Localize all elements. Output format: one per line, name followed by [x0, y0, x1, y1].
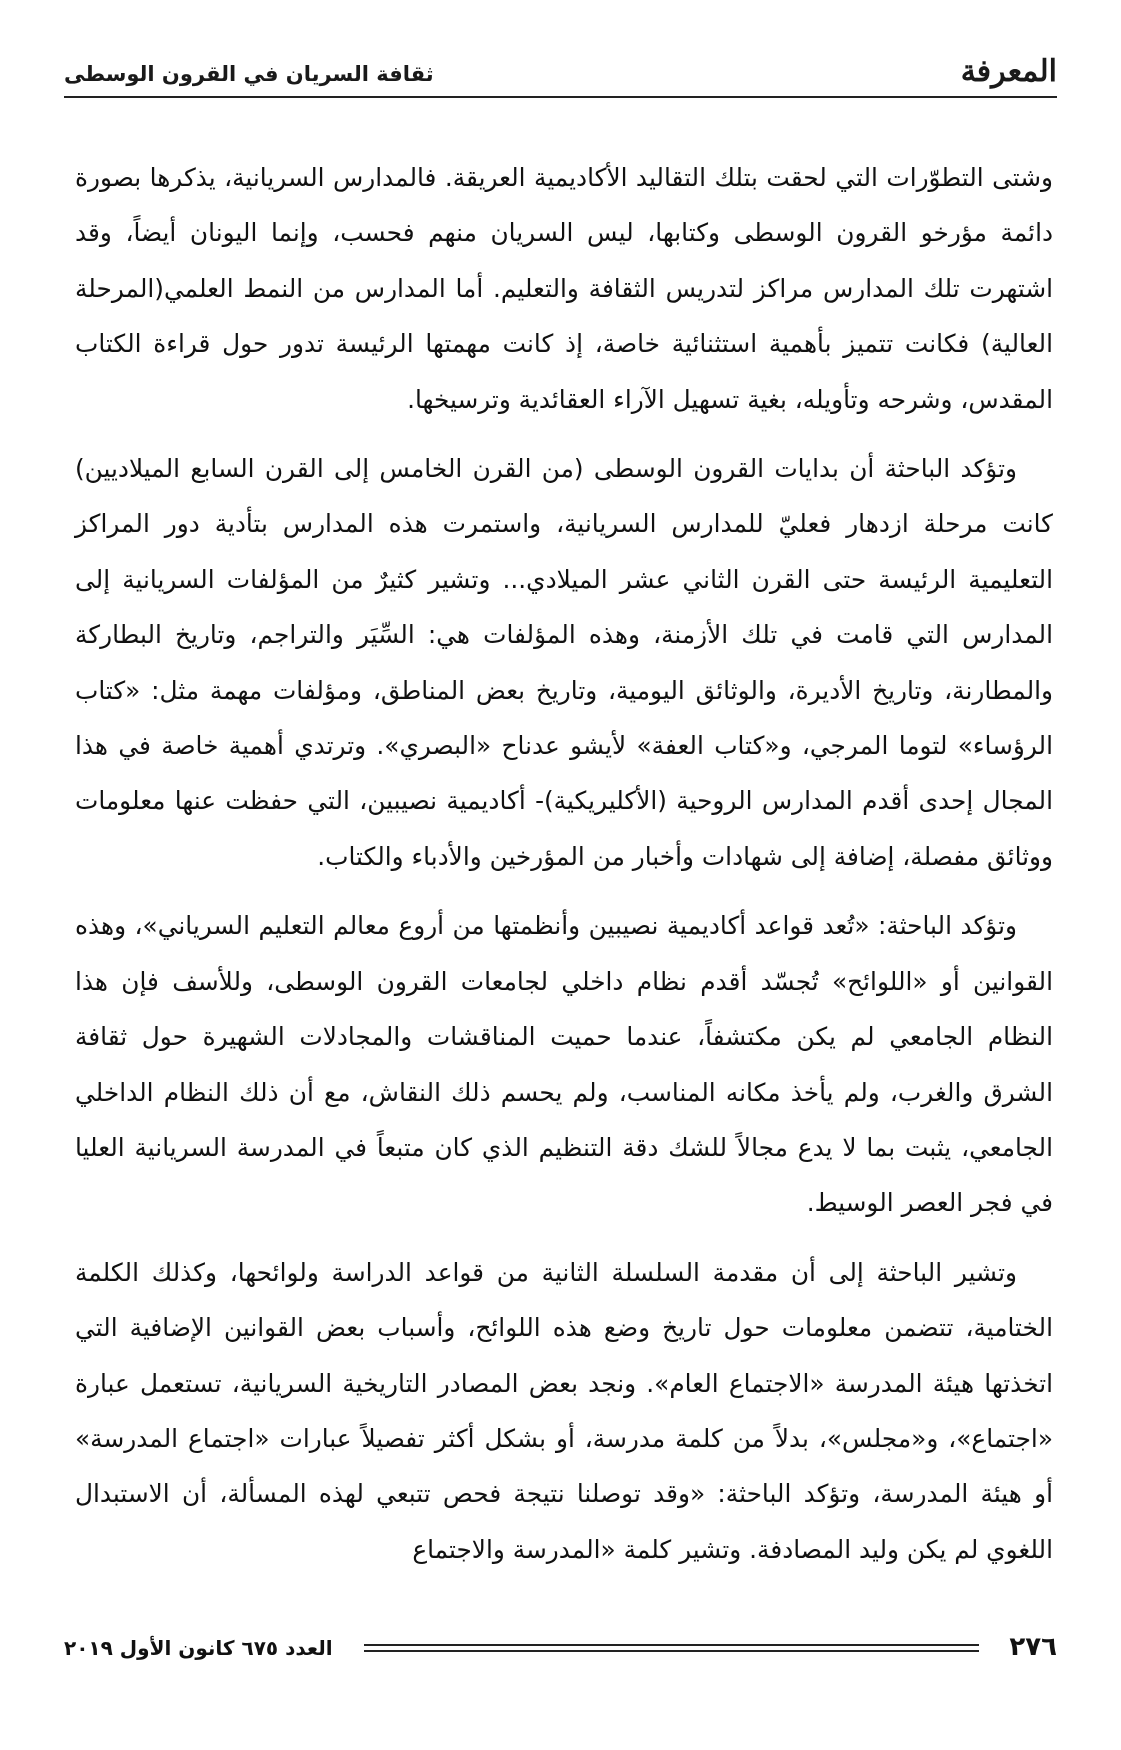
running-title: ثقافة السريان في القرون الوسطى [64, 62, 434, 86]
page-header [64, 52, 1057, 98]
article-body [75, 150, 1053, 1591]
paragraph-4: وتشير الباحثة إلى أن مقدمة السلسلة الثانية من قواعد الدراسة ولوائحها، وكذلك الكلمة الختامية، تتضمن معلومات حول تاريخ وضع هذه اللوائح، وأسباب بعض القوانين الإضافية التي اتخذتها هيئة المدرسة «الاجتماع العام». ونجد بعض المصادر التاريخية السريانية، تستعمل عبارة «اجتماع»، و«مجلس»، بدلاً من كلمة مدرسة، أو بشكل أكثر تفصيلاً عبارات «اجتماع المدرسة» أو هيئة المدرسة، وتؤكد الباحثة: «وقد توصلنا نتيجة فحص تتبعي لهذه المسألة، أن الاستبدال اللغوي لم يكن وليد المصادفة. وتشير كلمة «المدرسة والاجتماع [75, 1257, 1053, 1564]
issue-info: العدد ٦٧٥ كانون الأول ٢٠١٩ [64, 1636, 333, 1660]
paragraph-3: وتؤكد الباحثة: «تُعد قواعد أكاديمية نصيبين وأنظمتها من أروع معالم التعليم السرياني»، وهذه القوانين أو «اللوائح» تُجسّد أقدم نظام داخلي لجامعات القرون الوسطى، وللأسف فإن هذا النظام الجامعي لم يكن مكتشفاً، عندما حميت المناقشات والمجادلات الشهيرة حول ثقافة الشرق والغرب، ولم يأخذ مكانه المناسب، ولم يحسم ذلك النقاش، مع أن ذلك النظام الداخلي الجامعي، يثبت بما لا يدع مجالاً للشك دقة التنظيم الذي كان متبعاً في المدرسة السريانية العليا في فجر العصر الوسيط. [75, 911, 1053, 1218]
page-number: ٢٧٦ [1009, 1632, 1057, 1662]
page-footer [64, 1632, 1057, 1672]
paragraph-1: وشتى التطوّرات التي لحقت بتلك التقاليد الأكاديمية العريقة. فالمدارس السريانية، يذكرها بصورة دائمة مؤرخو القرون الوسطى وكتابها، ليس السريان منهم فحسب، وإنما اليونان أيضاً، وقد اشتهرت تلك المدارس مراكز لتدريس الثقافة والتعليم. أما المدارس من النمط العلمي(المرحلة العالية) فكانت تتميز بأهمية استثنائية خاصة، إذ كانت مهمتها الرئيسة تدور حول قراءة الكتاب المقدس، وشرحه وتأويله، بغية تسهيل الآراء العقائدية وترسيخها. [75, 163, 1053, 414]
journal-logo: المعرفة [960, 54, 1057, 89]
footer-divider [364, 1644, 979, 1652]
paragraph-2: وتؤكد الباحثة أن بدايات القرون الوسطى (من القرن الخامس إلى القرن السابع الميلاديين) كانت مرحلة ازدهار فعليّ للمدارس السريانية، واستمرت هذه المدارس بتأدية دور المراكز التعليمية الرئيسة حتى القرن الثاني عشر الميلادي... وتشير كثيرٌ من المؤلفات السريانية إلى المدارس التي قامت في تلك الأزمنة، وهذه المؤلفات هي: السِّيَر والتراجم، وتاريخ البطاركة والمطارنة، وتاريخ الأديرة، والوثائق اليومية، وتاريخ بعض المناطق، ومؤلفات مهمة مثل: «كتاب الرؤساء» لتوما المرجي، و«كتاب العفة» لأيشو عدناح «البصري». وترتدي أهمية خاصة في هذا المجال إحدى أقدم المدارس الروحية (الأكليريكية)- أكاديمية نصيبين، التي حفظت عنها معلومات ووثائق مفصلة، إضافة إلى شهادات وأخبار من المؤرخين والأدباء والكتاب. [75, 454, 1053, 871]
